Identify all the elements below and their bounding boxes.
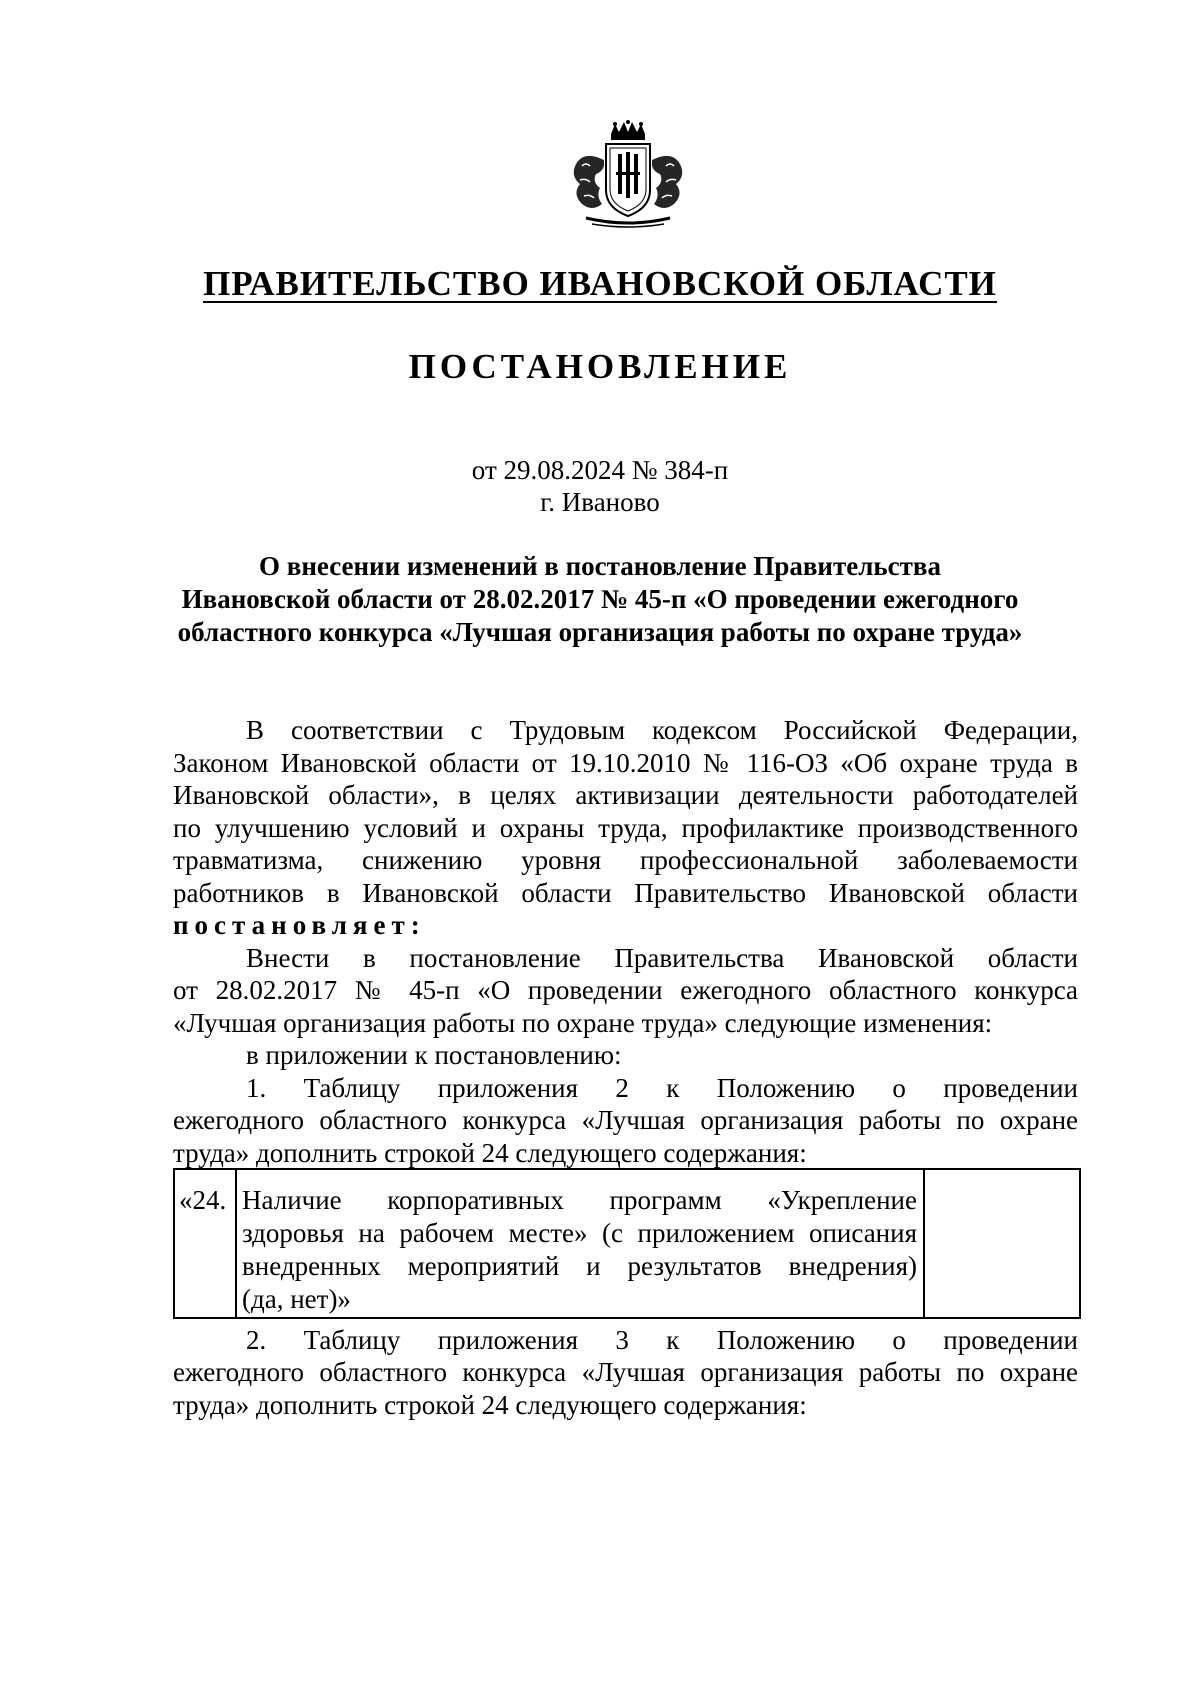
subject-line: О внесении изменений в постановление Правительства <box>259 551 941 581</box>
body-line: В соответствии с Трудовым кодексом Российской Федерации, <box>246 715 1078 745</box>
body-line: Ивановской области», в целях активизации деятельности работодателей <box>173 780 1078 810</box>
item-2-line: 2. Таблицу приложения 3 к Положению о проведении <box>246 1325 1078 1355</box>
body-line: Внести в постановление Правительства Ивановской области <box>246 943 1078 973</box>
item-2-line: ежегодного областного конкурса «Лучшая организация работы по охране <box>173 1357 1078 1387</box>
item-1-line: ежегодного областного конкурса «Лучшая организация работы по охране <box>173 1105 1078 1135</box>
body-line: травматизма, снижению уровня профессиональной заболеваемости <box>173 845 1078 875</box>
document-date-number: от 29.08.2024 № 384-п <box>471 455 729 485</box>
subject-line: Ивановской области от 28.02.2017 № 45-п «О проведении ежегодного <box>181 584 1019 614</box>
coat-of-arms-icon <box>562 120 694 230</box>
item-1-line: 1. Таблицу приложения 2 к Положению о проведении <box>246 1073 1078 1103</box>
body-line: по улучшению условий и охраны труда, профилактике производственного <box>173 813 1078 843</box>
item-1-line: труда» дополнить строкой 24 следующего содержания: <box>173 1138 807 1168</box>
row-text-line: Наличие корпоративных программ «Укрепление <box>242 1185 917 1215</box>
document-subject <box>0 550 1200 649</box>
document-type-title: ПОСТАНОВЛЕНИЕ <box>408 347 792 386</box>
amendment-table-row <box>173 1168 1081 1319</box>
body-line: Законом Ивановской области от 19.10.2010 № 116-ОЗ «Об охране труда в <box>173 748 1078 778</box>
decree-word: постановляет: <box>173 910 426 940</box>
row-number-cell: «24. <box>175 1170 237 1317</box>
item-2-line: труда» дополнить строкой 24 следующего содержания: <box>173 1390 807 1420</box>
body-line: работников в Ивановской области Правительство Ивановской области <box>173 878 1078 908</box>
row-text-line: внедренных мероприятий и результатов внедрения) <box>242 1251 917 1281</box>
body-line: от 28.02.2017 № 45-п «О проведении ежегодного областного конкурса <box>173 975 1078 1005</box>
subject-line: областного конкурса «Лучшая организация работы по охране труда» <box>177 617 1023 647</box>
row-text-line: (да, нет)» <box>242 1284 351 1314</box>
document-city: г. Иваново <box>540 487 660 517</box>
row-text-line: здоровья на рабочем месте» (с приложением описания <box>242 1218 917 1248</box>
organization-title: ПРАВИТЕЛЬСТВО ИВАНОВСКОЙ ОБЛАСТИ <box>203 264 997 303</box>
body-line: «Лучшая организация работы по охране труда» следующие изменения: <box>173 1008 993 1038</box>
body-line: в приложении к постановлению: <box>246 1040 622 1070</box>
row-value-cell <box>923 1170 1079 1317</box>
